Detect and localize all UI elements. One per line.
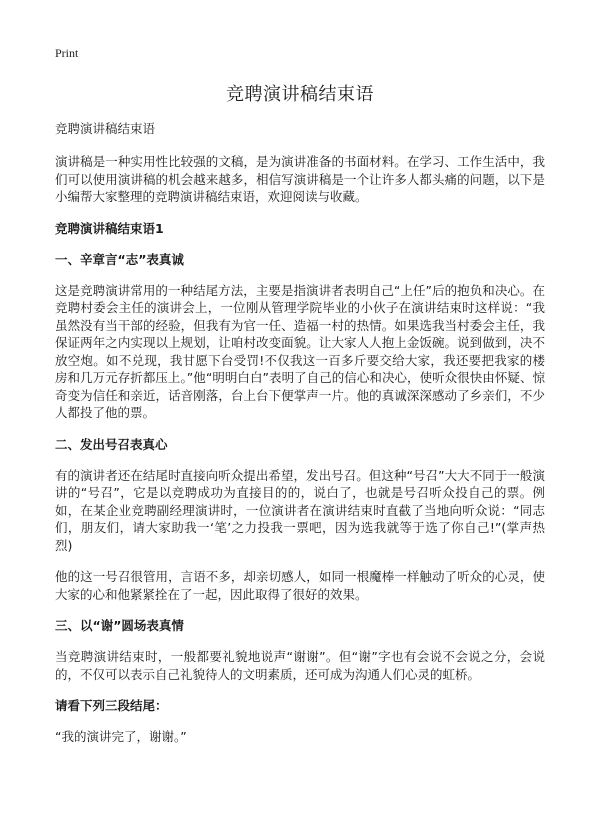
- section-heading: 竞聘演讲稿结束语1: [55, 220, 164, 236]
- paragraph-four: 当竞聘演讲结束时，一般都要礼貌地说声“谢谢”。但“谢”字也有会说不会说之分，会说的，不仅可以表示自己礼貌待人的文明素质，还可成为沟通人们心灵的虹桥。: [55, 649, 545, 682]
- heading-three: 三、以“谢”圆场表真情: [55, 618, 184, 633]
- paragraph-one: 这是竞聘演讲常用的一种结尾方法，主要是指演讲者表明自己“上任”后的抱负和决心。在竞聘村委会主任的演讲会上，一位刚从管理学院毕业的小伙子在演讲结束时这样说：“我虽然没有当干部的经验，但我有为官一任、造福一村的热情。如果选我当村委会主任，我保证两年之内实现以上规划，让咱村改变面貌。让大家人人抱上金饭碗。说到做到，决不放空炮。如不兑现，我甘愿下台受罚!不仅我这一百多斤要交给大家，我还要把我家的楼房和几万元存折都压上。”他“明明白白”表明了自己的信心和决心，使听众很快由怀疑、惊奇变为信任和亲近，话音刚落，台上台下便掌声一片。他的真诚深深感动了乡亲们，不少人都投了他的票。: [55, 282, 545, 420]
- heading-one: 一、辛章言“志”表真诚: [55, 251, 184, 267]
- heading-two: 二、发出号召表真心: [55, 436, 168, 452]
- paragraph-three: 他的这一号召很管用，言语不多，却亲切感人，如同一根魔棒一样触动了听众的心灵，使大家的心和他紧紧拴在了一起，因此取得了很好的效果。: [55, 569, 545, 602]
- intro-paragraph: 演讲稿是一种实用性比较强的文稿，是为演讲准备的书面材料。在学习、工作生活中，我们可以使用演讲稿的机会越来越多，相信写演讲稿是一个让许多人都头痛的问题，以下是小编帮大家整理的竞聘演讲稿结束语，欢迎阅读与收藏。: [55, 154, 545, 204]
- article-body: [55, 120, 545, 760]
- paragraph-two: 有的演讲者还在结尾时直接向听众提出希望，发出号召。但这种“号召”大大不同于一般演讲的“号召”，它是以竞聘成功为直接目的的，说白了，也就是号召听众投自己的票。例如，在某企业竞聘副经理演讲时，一位演讲者在演讲结束时直截了当地向听众说：“同志们，朋友们，请大家助我一‘笔’之力投我一票吧，因为选我就等于选了你自己!”(掌声热烈): [55, 467, 545, 553]
- print-link[interactable]: Print: [55, 46, 79, 60]
- page-title: 竞聘演讲稿结束语: [226, 84, 374, 105]
- article-subtitle: 竞聘演讲稿结束语: [55, 121, 156, 136]
- paragraph-five: “我的演讲完了，谢谢。”: [55, 729, 187, 744]
- heading-four: 请看下列三段结尾：: [55, 698, 168, 713]
